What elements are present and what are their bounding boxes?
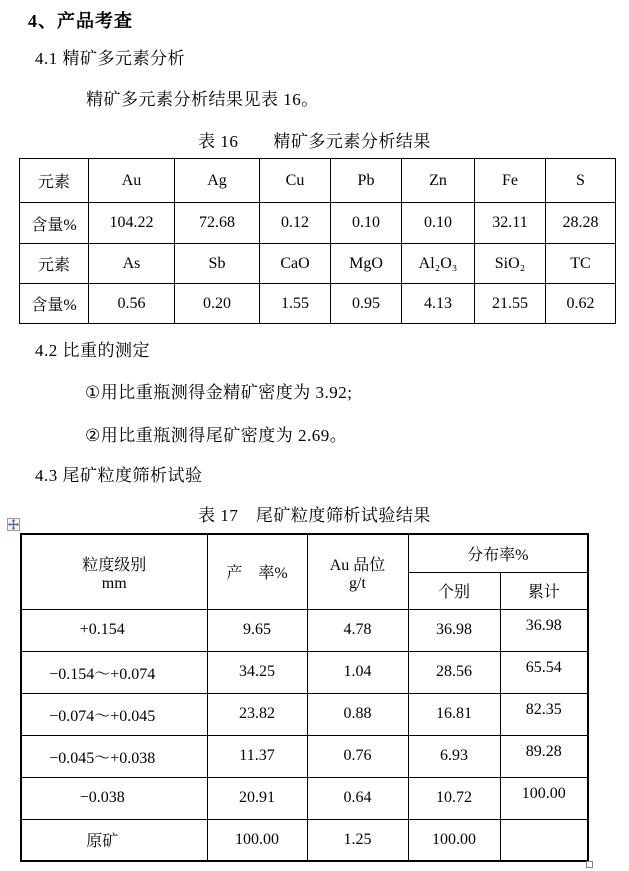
table-row <box>21 609 588 651</box>
table17-caption: 表 17 尾矿粒度筛析试验结果 <box>198 506 431 525</box>
table-cell: 6.93 <box>408 735 500 777</box>
table-row <box>20 284 616 324</box>
section-4-1-body: 精矿多元素分析结果见表 16。 <box>86 90 319 109</box>
header-cell-au-grade <box>307 534 408 609</box>
table-cell: 0.95 <box>331 284 402 324</box>
table-row <box>20 244 616 284</box>
table-cell: 0.10 <box>331 203 402 244</box>
header-cell-cumulative: 累计 <box>500 572 588 609</box>
table-cell: Zn <box>402 159 475 203</box>
table-cell: 16.81 <box>408 693 500 735</box>
table-cell: CaO <box>260 244 331 284</box>
table-row <box>21 777 588 819</box>
table-cell: 4.13 <box>402 284 475 324</box>
table-cell: 0.88 <box>307 693 408 735</box>
table-row <box>21 819 588 861</box>
table-cell: Al₂O₃ <box>402 244 475 284</box>
table-cell: Pb <box>331 159 402 203</box>
header-au-grade-unit: g/t <box>349 574 366 592</box>
table-cell: −0.038 <box>21 777 207 819</box>
table-cell: Ag <box>175 159 260 203</box>
table-cell: SiO₂ <box>475 244 546 284</box>
move-cross-icon <box>8 519 19 530</box>
table-row <box>21 735 588 777</box>
table17-sieve-analysis <box>20 533 589 862</box>
table-cell: −0.045～+0.038 <box>21 735 207 777</box>
table-cell: 82.35 <box>500 693 588 735</box>
table-cell: 0.56 <box>89 284 175 324</box>
table-cell: 1.55 <box>260 284 331 324</box>
table-row <box>21 693 588 735</box>
table-cell: 28.28 <box>546 203 616 244</box>
table-cell: 100.00 <box>207 819 307 861</box>
table-cell: 65.54 <box>500 651 588 693</box>
table-cell: As <box>89 244 175 284</box>
table-cell: 28.56 <box>408 651 500 693</box>
table-cell: 元素 <box>20 159 89 203</box>
table-cell: 23.82 <box>207 693 307 735</box>
table-cell: Au <box>89 159 175 203</box>
page-title: 4、产品考查 <box>28 11 133 31</box>
table-cell: S <box>546 159 616 203</box>
table-cell: 72.68 <box>175 203 260 244</box>
table-cell: 20.91 <box>207 777 307 819</box>
table-cell: Fe <box>475 159 546 203</box>
table-resize-icon[interactable] <box>586 861 593 868</box>
table-cell: 1.04 <box>307 651 408 693</box>
header-cell-distribution: 分布率% <box>408 534 588 572</box>
header-au-grade-label: Au 品位 <box>329 556 386 574</box>
table-cell: 9.65 <box>207 609 307 651</box>
table-header-row <box>21 534 588 572</box>
table16-caption: 表 16 精矿多元素分析结果 <box>198 132 431 151</box>
section-4-2-item-1: ①用比重瓶测得金精矿密度为 3.92; <box>85 383 353 402</box>
table-cell: 1.25 <box>307 819 408 861</box>
table-cell: 21.55 <box>475 284 546 324</box>
header-size-class-label: 粒度级别 <box>82 556 147 574</box>
table-cell: 元素 <box>20 244 89 284</box>
table-cell: 34.25 <box>207 651 307 693</box>
table-cell: 10.72 <box>408 777 500 819</box>
header-cell-size-class <box>21 534 207 609</box>
table-cell: 0.62 <box>546 284 616 324</box>
table-cell: TC <box>546 244 616 284</box>
table-cell: 0.76 <box>307 735 408 777</box>
table-cell: 100.00 <box>500 777 588 819</box>
table-cell: 104.22 <box>89 203 175 244</box>
table-cell: 36.98 <box>408 609 500 651</box>
table-cell: 36.98 <box>500 609 588 651</box>
table-cell: MgO <box>331 244 402 284</box>
table-cell: +0.154 <box>21 609 207 651</box>
table-row <box>20 203 616 244</box>
table-cell: 含量% <box>20 284 89 324</box>
header-cell-individual: 个别 <box>408 572 500 609</box>
table-cell: −0.074～+0.045 <box>21 693 207 735</box>
table-row <box>20 159 616 203</box>
table-cell: Sb <box>175 244 260 284</box>
table-cell: 0.12 <box>260 203 331 244</box>
table-cell: Cu <box>260 159 331 203</box>
table-cell: 100.00 <box>408 819 500 861</box>
table-cell <box>500 819 588 861</box>
table-cell: 0.20 <box>175 284 260 324</box>
table-cell: 原矿 <box>21 819 207 861</box>
section-4-2-item-2: ②用比重瓶测得尾矿密度为 2.69。 <box>85 426 348 445</box>
section-4-3-title: 4.3 尾矿粒度筛析试验 <box>35 466 203 485</box>
table16-multi-element-analysis <box>19 158 616 324</box>
table-cell: 32.11 <box>475 203 546 244</box>
table-cell: 11.37 <box>207 735 307 777</box>
table-cell: 89.28 <box>500 735 588 777</box>
table-cell: −0.154～+0.074 <box>21 651 207 693</box>
header-cell-yield: 产 率% <box>207 534 307 609</box>
header-size-class-unit: mm <box>101 574 127 592</box>
section-4-2-title: 4.2 比重的测定 <box>35 341 150 360</box>
table-row <box>21 651 588 693</box>
section-4-1-title: 4.1 精矿多元素分析 <box>35 49 185 68</box>
table-move-icon[interactable] <box>7 518 20 531</box>
table-cell: 4.78 <box>307 609 408 651</box>
table-cell: 含量% <box>20 203 89 244</box>
table-cell: 0.10 <box>402 203 475 244</box>
table-cell: 0.64 <box>307 777 408 819</box>
